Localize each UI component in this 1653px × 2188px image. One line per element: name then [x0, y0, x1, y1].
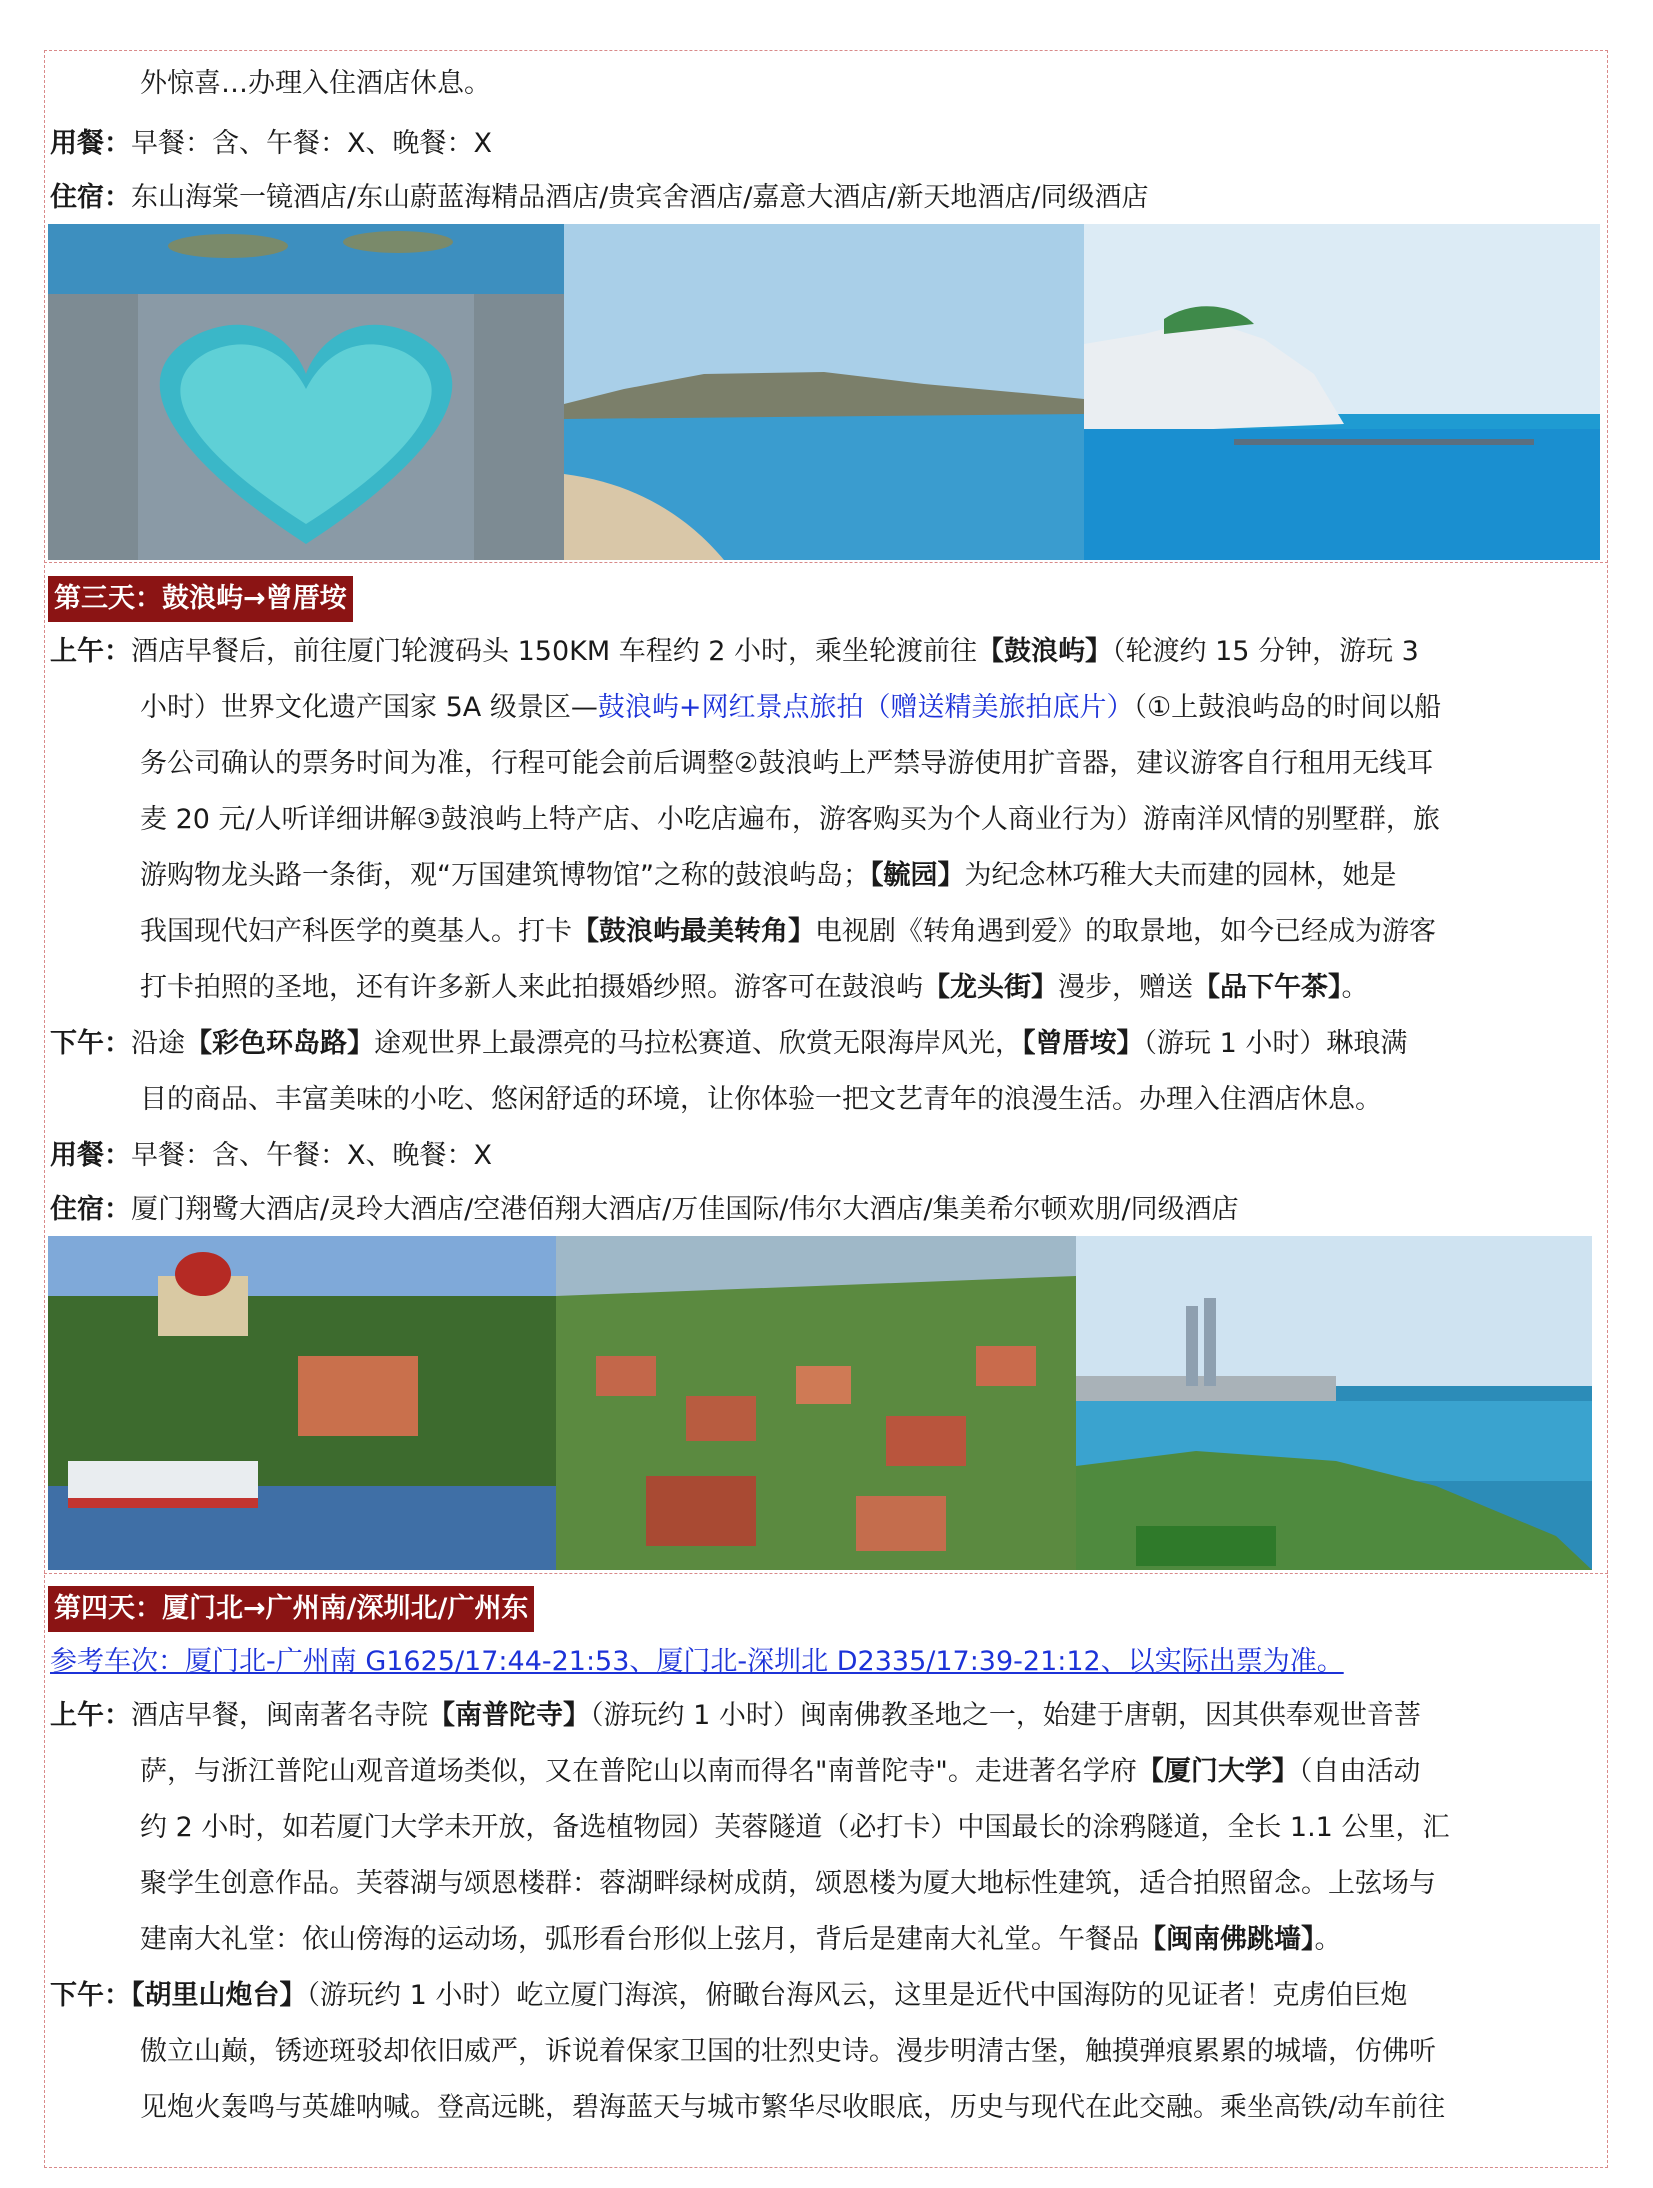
red-dome-ferry-photo [48, 1236, 556, 1570]
day3-morning-line-5: 游购物龙头路一条街，观“万国建筑博物馆”之称的鼓浪屿岛；【毓园】为纪念林巧稚大夫而建的园林，她是 [140, 860, 1397, 891]
day2-meal-line [50, 122, 492, 166]
gulangyu-aerial-photo [556, 1236, 1076, 1570]
coastal-towers-aerial-photo [1076, 1236, 1592, 1570]
hotel-text: 东山海棠一镜酒店/东山蔚蓝海精品酒店/贵宾舍酒店/嘉意大酒店/新天地酒店/同级酒店 [131, 182, 1149, 213]
day3-afternoon-line-2: 目的商品、丰富美味的小吃、悠闲舒适的环境，让你体验一把文艺青年的浪漫生活。办理入住酒店休息。 [140, 1084, 1382, 1115]
hotel-label: 住宿： [50, 1194, 131, 1225]
meal-label: 用餐： [50, 128, 131, 159]
day4-morning-line-5: 建南大礼堂：依山傍海的运动场，弧形看台形似上弦月，背后是建南大礼堂。午餐品【闽南佛跳墙】。 [140, 1924, 1342, 1955]
afternoon-label: 下午： [50, 1980, 131, 2011]
day4-title: 第四天：厦门北→广州南/深圳北/广州东 [48, 1586, 534, 1632]
photo-tour-highlight: 鼓浪屿+网红景点旅拍（赠送精美旅拍底片） [597, 692, 1134, 723]
day2-hotel-line [50, 176, 1148, 220]
heart-bay-photo [48, 224, 564, 560]
meal-label: 用餐： [50, 1140, 131, 1171]
beach-village-photo [564, 224, 1084, 560]
day4-afternoon-line-1: 下午：【胡里山炮台】（游玩约 1 小时）屹立厦门海滨，俯瞰台海风云，这里是近代中国海防的见证者！克虏伯巨炮 [50, 1980, 1408, 2011]
day4-morning-line-2: 萨，与浙江普陀山观音道场类似，又在普陀山以南而得名"南普陀寺"。走进著名学府【厦门大学】（自由活动 [140, 1756, 1421, 1787]
day3-morning-line-3: 务公司确认的票务时间为准，行程可能会前后调整②鼓浪屿上严禁导游使用扩音器，建议游客自行租用无线耳 [140, 748, 1434, 779]
day3-morning-line-7: 打卡拍照的圣地，还有许多新人来此拍摄婚纱照。游客可在鼓浪屿【龙头街】漫步，赠送【品下午茶】。 [140, 972, 1369, 1003]
morning-label: 上午： [50, 1700, 131, 1731]
day3-hotel-line [50, 1188, 1239, 1232]
day4-morning-line-1: 上午：酒店早餐，闽南著名寺院【南普陀寺】（游玩约 1 小时）闽南佛教圣地之一，始建于唐朝，因其供奉观世音菩 [50, 1700, 1421, 1731]
morning-label: 上午： [50, 636, 131, 667]
reference-train-link[interactable]: 参考车次：厦门北-广州南 G1625/17:44-21:53、厦门北-深圳北 D2335/17:39-21:12、以实际出票为准。 [50, 1646, 1344, 1677]
day3-morning-line-6: 我国现代妇产科医学的奠基人。打卡【鼓浪屿最美转角】电视剧《转角遇到爱》的取景地，如今已经成为游客 [140, 916, 1436, 947]
section-divider [44, 1573, 1608, 1574]
day4-afternoon-line-2: 傲立山巅，锈迹斑驳却依旧威严，诉说着保家卫国的壮烈史诗。漫步明清古堡，触摸弹痕累累的城墙，仿佛听 [140, 2036, 1436, 2067]
hotel-text: 厦门翔鹭大酒店/灵玲大酒店/空港佰翔大酒店/万佳国际/伟尔大酒店/集美希尔顿欢朋/同级酒店 [131, 1194, 1239, 1225]
day3-title: 第三天：鼓浪屿→曾厝垵 [48, 576, 353, 622]
day2-paragraph-end: 外惊喜…办理入住酒店休息。 [140, 68, 491, 99]
day3-meal-line [50, 1134, 492, 1178]
meal-text: 早餐：含、午餐：X、晚餐：X [131, 1140, 492, 1171]
day4-morning-line-3: 约 2 小时，如若厦门大学未开放，备选植物园）芙蓉隧道（必打卡）中国最长的涂鸦隧道，全长 1.1 公里，汇 [140, 1812, 1450, 1843]
meal-text: 早餐：含、午餐：X、晚餐：X [131, 128, 492, 159]
day4-morning-line-4: 聚学生创意作品。芙蓉湖与颂恩楼群：蓉湖畔绿树成荫，颂恩楼为厦大地标性建筑，适合拍照留念。上弦场与 [140, 1868, 1436, 1899]
day3-afternoon-line-1: 下午：沿途【彩色环岛路】途观世界上最漂亮的马拉松赛道、欣赏无限海岸风光，【曾厝垵】（游玩 1 小时）琳琅满 [50, 1028, 1408, 1059]
day3-morning-line-2: 小时）世界文化遗产国家 5A 级景区—鼓浪屿+网红景点旅拍（赠送精美旅拍底片）（①上鼓浪屿岛的时间以船 [140, 692, 1442, 723]
afternoon-label: 下午： [50, 1028, 131, 1059]
seaside-town-pier-photo [1084, 224, 1600, 560]
hotel-label: 住宿： [50, 182, 131, 213]
day3-morning-line-4: 麦 20 元/人听详细讲解③鼓浪屿上特产店、小吃店遍布，游客购买为个人商业行为）游南洋风情的别墅群，旅 [140, 804, 1440, 835]
day4-afternoon-line-3: 见炮火轰鸣与英雄呐喊。登高远眺，碧海蓝天与城市繁华尽收眼底，历史与现代在此交融。乘坐高铁/动车前往 [140, 2092, 1446, 2123]
day3-morning-line-1: 上午：酒店早餐后，前往厦门轮渡码头 150KM 车程约 2 小时，乘坐轮渡前往【鼓浪屿】（轮渡约 15 分钟，游玩 3 [50, 636, 1419, 667]
section-divider [44, 562, 1608, 563]
